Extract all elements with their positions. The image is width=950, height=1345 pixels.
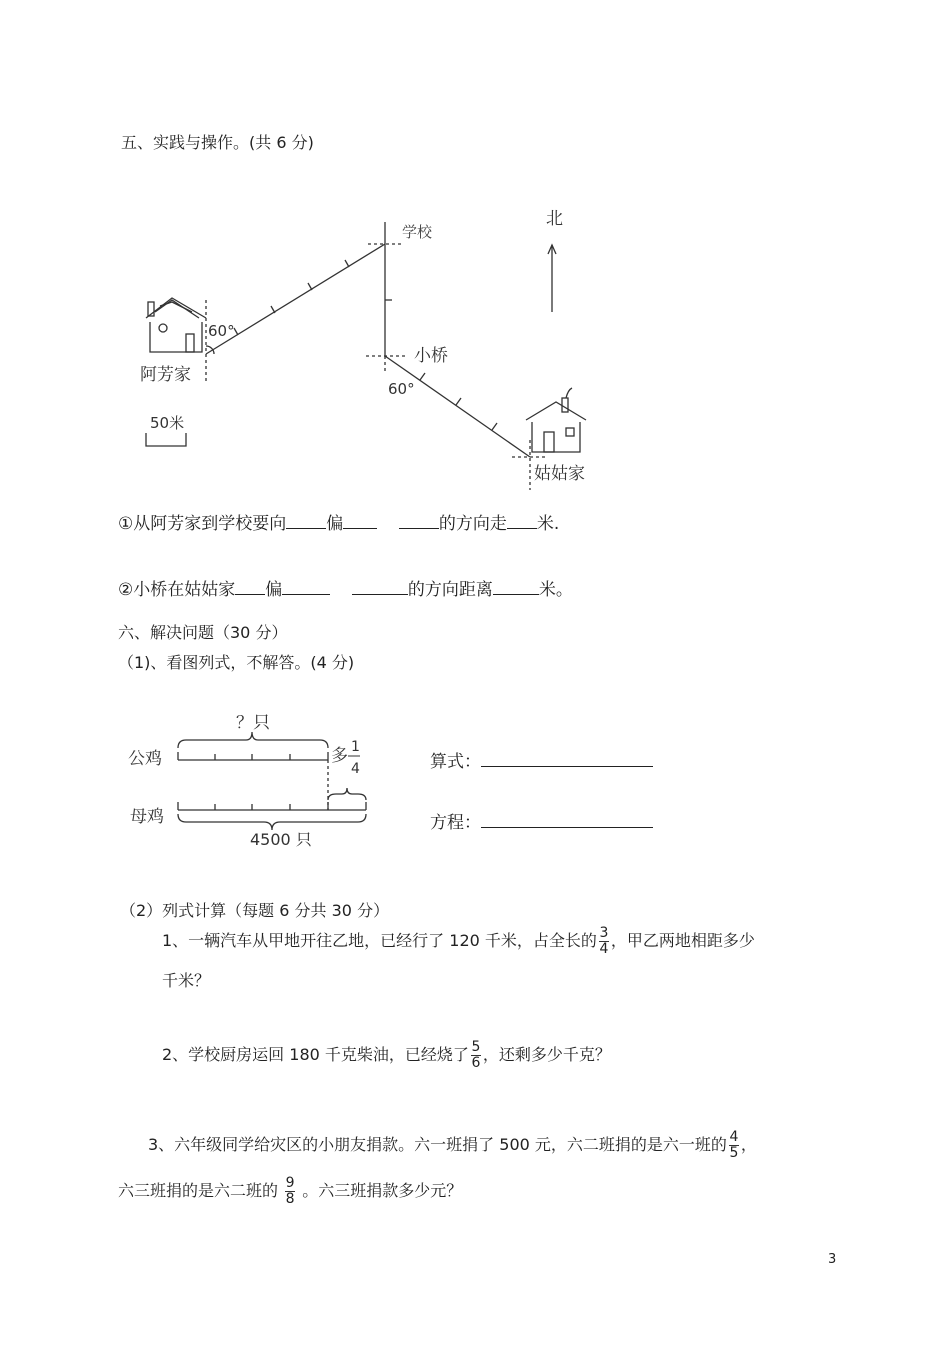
page-number: 3 [828,1252,837,1267]
p3-frac2-den: 8 [285,1191,295,1207]
section5-heading: 五、实践与操作。(共 6 分) [121,133,314,152]
p3-frac-den: 5 [729,1145,739,1161]
formula-row [430,747,653,772]
p1-text-a: 1、一辆汽车从甲地开往乙地，已经行了 120 千米，占全长的 [162,931,597,950]
equation-answer-line[interactable] [481,813,653,828]
p3-fraction-2 [285,1176,295,1207]
part1-title: （1)、看图列式，不解答。(4 分) [118,653,355,672]
scale-label: 50米 [150,414,185,432]
angle-label-afang: 60° [208,322,235,340]
question-count-label: ？只 [236,713,270,733]
question-1 [118,509,559,534]
p1-frac-num: 3 [599,925,609,941]
rooster-label: 公鸡 [128,749,162,769]
q1-text-a: ①从阿芳家到学校要向 [118,514,287,534]
school-label: 学校 [402,223,433,241]
frac-denominator: 4 [351,761,360,777]
q1-text-c: 的方向走 [438,514,507,534]
p1-frac-den: 4 [599,941,609,957]
segment-diagram [0,700,950,860]
q2-blank-1[interactable] [235,580,265,595]
q1-text-b: 偏 [326,514,344,534]
p3-text-b: ， [740,1135,757,1154]
q1-blank-4[interactable] [507,514,537,529]
p2-frac-num: 5 [471,1039,481,1055]
formula-answer-line[interactable] [481,752,653,767]
formula-label: 算式： [430,752,481,772]
p2-text-b: ，还剩多少千克？ [482,1045,611,1064]
p3-text-a: 3、六年级同学给灾区的小朋友捐款。六一班捐了 500 元，六二班捐的是六一班的 [148,1135,727,1154]
p1-text-b: ，甲乙两地相距多少 [610,931,755,950]
problem-3 [148,1130,757,1161]
problem-1 [162,926,755,957]
p3-text-d: 。六三班捐款多少元？ [302,1181,463,1200]
q1-blank-1[interactable] [286,514,326,529]
scale-bar [146,433,186,446]
p2-fraction [471,1040,481,1071]
q2-text-c: 的方向距离 [407,580,493,600]
q2-blank-3[interactable] [352,580,408,595]
afang-home-label: 阿芳家 [140,365,191,385]
p1-fraction [599,926,609,957]
problem-1-line2: 千米？ [162,971,211,990]
q2-text-b: 偏 [265,580,283,600]
aunt-house-icon [526,388,586,452]
hen-label: 母鸡 [130,807,164,827]
direction-map [0,0,950,500]
question-2 [118,575,573,600]
problem-3-line2 [118,1176,462,1207]
more-label: 多 [331,746,348,766]
q2-text-a: ②小桥在姑姑家 [118,580,236,600]
angle-label-bridge: 60° [388,380,415,398]
afang-house-icon [146,298,206,352]
section6-heading: 六、解决问题（30 分） [118,623,288,642]
aunt-home-label: 姑姑家 [534,464,585,484]
p3-frac2-num: 9 [285,1175,295,1191]
equation-label: 方程： [430,813,481,833]
q1-text-d: 米. [536,514,560,534]
q2-blank-2[interactable] [282,580,330,595]
total-label: 4500 只 [250,830,312,849]
p2-text-a: 2、学校厨房运回 180 千克柴油，已经烧了 [162,1045,469,1064]
p3-frac-num: 4 [729,1129,739,1145]
frac-numerator: 1 [351,739,360,755]
q2-text-d: 米。 [538,580,573,600]
q1-blank-2[interactable] [343,514,377,529]
p2-frac-den: 6 [471,1055,481,1071]
bridge-label: 小桥 [414,346,448,366]
part2-title: （2）列式计算（每题 6 分共 30 分） [120,901,390,920]
north-label: 北 [546,209,563,229]
equation-row [430,808,653,833]
p3-text-c: 六三班捐的是六二班的 [118,1181,279,1200]
p3-fraction-1 [729,1130,739,1161]
q1-blank-3[interactable] [399,514,439,529]
q2-blank-4[interactable] [493,580,539,595]
problem-2 [162,1040,611,1071]
